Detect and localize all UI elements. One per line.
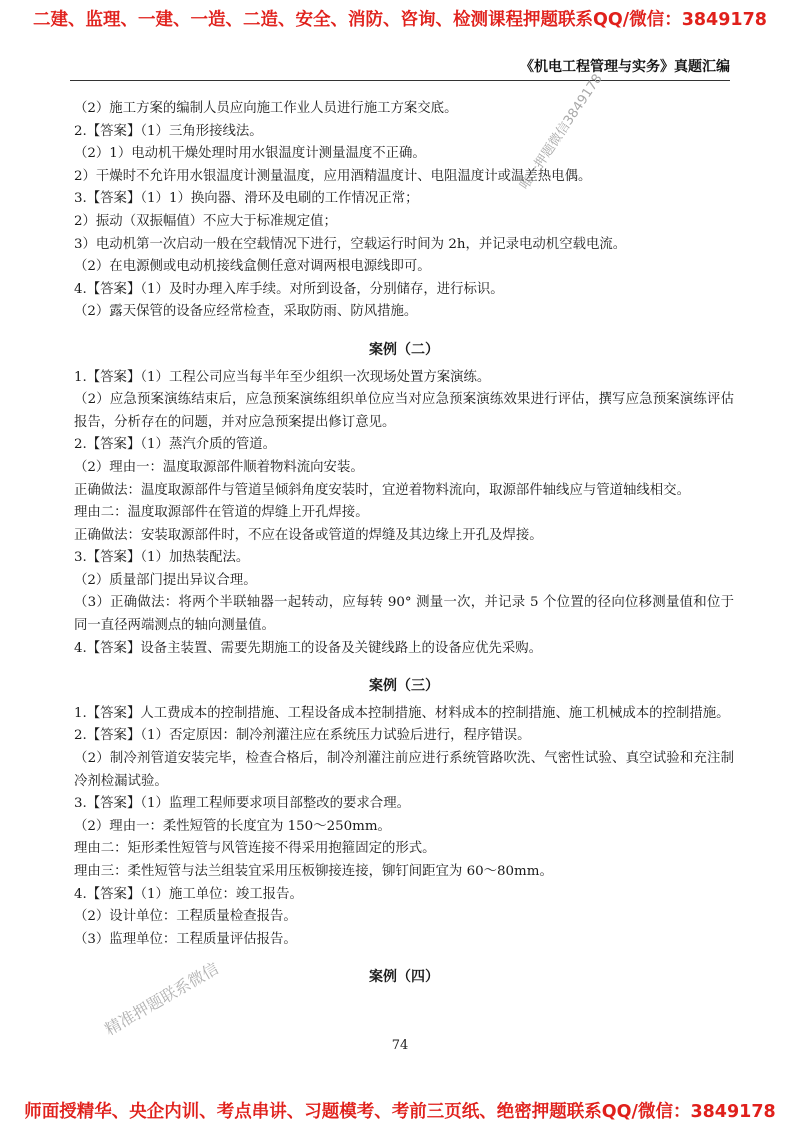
answer-line: 2.【答案】（1）三角形接线法。 (74, 123, 263, 139)
answer-line: 4.【答案】（1）施工单位：竣工报告。 (74, 886, 303, 902)
answer-line: （2）应急预案演练结束后，应急预案演练组织单位应当对应急预案演练效果进行评估，撰写应急预案演练评估报告，分析存在的问题，并对应急预案提出修订意见。 (74, 392, 734, 430)
answer-line: 正确做法：温度取源部件与管道呈倾斜角度安装时，宜逆着物料流向，取源部件轴线应与管道轴线相交。 (74, 482, 690, 498)
answer-line: 理由二：温度取源部件在管道的焊缝上开孔焊接。 (74, 505, 369, 521)
page-number: 74 (391, 1038, 409, 1053)
answer-line: 3.【答案】（1）监理工程师要求项目部整改的要求合理。 (74, 796, 410, 812)
case-heading: 案例（二） (369, 341, 439, 358)
answer-line: 2.【答案】（1）蒸汽介质的管道。 (74, 437, 277, 453)
case-heading: 案例（三） (369, 678, 439, 695)
answer-line: 2）振动（双振幅值）不应大于标准规定值； (74, 213, 337, 229)
diagonal-watermark: 唯一押题微信3849178 (517, 71, 606, 193)
answer-line: 2.【答案】（1）否定原因：制冷剂灌注应在系统压力试验后进行，程序错误。 (74, 728, 531, 744)
answer-line: 理由三：柔性短管与法兰组装宜采用压板铆接连接，铆钉间距宜为 60～80mm。 (74, 864, 553, 879)
answer-line: 1.【答案】（1）工程公司应当每半年至少组织一次现场处置方案演练。 (74, 369, 491, 385)
answer-line: 3.【答案】（1）1）换向器、滑环及电刷的工作情况正常； (74, 191, 419, 207)
answer-line: 正确做法：安装取源部件时，不应在设备或管道的焊缝及其边缘上开孔及焊接。 (74, 527, 543, 543)
answer-line: （2）质量部门提出异议合理。 (74, 572, 257, 588)
answer-line: （3）正确做法：将两个半联轴器一起转动，应每转 90° 测量一次，并记录 5 个位置的径向位移测量值和位于同一直径两端测点的轴向测量值。 (74, 595, 734, 634)
answer-line: （2）在电源侧或电动机接线盒侧任意对调两根电源线即可。 (74, 259, 431, 275)
answer-line: （2）理由一：柔性短管的长度宜为 150～250mm。 (74, 818, 391, 834)
answer-line: 3.【答案】（1）加热装配法。 (74, 550, 250, 566)
bottom-contact-banner: 师面授精华、央企内训、考点串讲、习题模考、考前三页纸、绝密押题联系QQ/微信：3849178 (24, 1102, 776, 1122)
answer-line: （2）设计单位：工程质量检查报告。 (74, 909, 297, 925)
top-contact-banner: 二建、监理、一建、一造、二造、安全、消防、咨询、检测课程押题联系QQ/微信：3849178 (33, 10, 767, 30)
answer-line: 1.【答案】人工费成本的控制措施、工程设备成本控制措施、材料成本的控制措施、施工机械成本的控制措施。 (74, 705, 730, 721)
diagonal-watermark-lower: 精准押题联系微信 (101, 958, 222, 1040)
answer-line: 3）电动机第一次启动一般在空载情况下进行，空载运行时间为 2h，并记录电动机空载电流。 (74, 236, 627, 252)
answer-line: （2）制冷剂管道安装完毕，检查合格后，制冷剂灌注前应进行系统管路吹洗、气密性试验、真空试验和充注制冷剂检漏试验。 (74, 751, 734, 789)
answer-line: （2）露天保管的设备应经常检查，采取防雨、防风措施。 (74, 304, 418, 320)
answer-line: （3）监理单位：工程质量评估报告。 (74, 931, 297, 947)
running-title: 《机电工程管理与实务》真题汇编 (520, 59, 730, 75)
answer-line: （2）1）电动机干燥处理时用水银温度计测量温度不正确。 (74, 146, 426, 162)
answer-line: 4.【答案】设备主装置、需要先期施工的设备及关键线路上的设备应优先采购。 (74, 640, 543, 656)
answer-content (74, 98, 734, 994)
case-heading: 案例（四） (369, 969, 439, 986)
answer-line: 4.【答案】（1）及时办理入库手续。对所到设备，分别储存，进行标识。 (74, 281, 504, 297)
answer-line: （2）施工方案的编制人员应向施工作业人员进行施工方案交底。 (74, 101, 458, 116)
answer-line: （2）理由一：温度取源部件顺着物料流向安装。 (74, 459, 364, 475)
answer-line: 2）干燥时不允许用水银温度计测量温度，应用酒精温度计、电阻温度计或温差热电偶。 (74, 168, 592, 184)
answer-line: 理由二：矩形柔性短管与风管连接不得采用抱箍固定的形式。 (74, 841, 436, 857)
header-divider (70, 80, 730, 81)
